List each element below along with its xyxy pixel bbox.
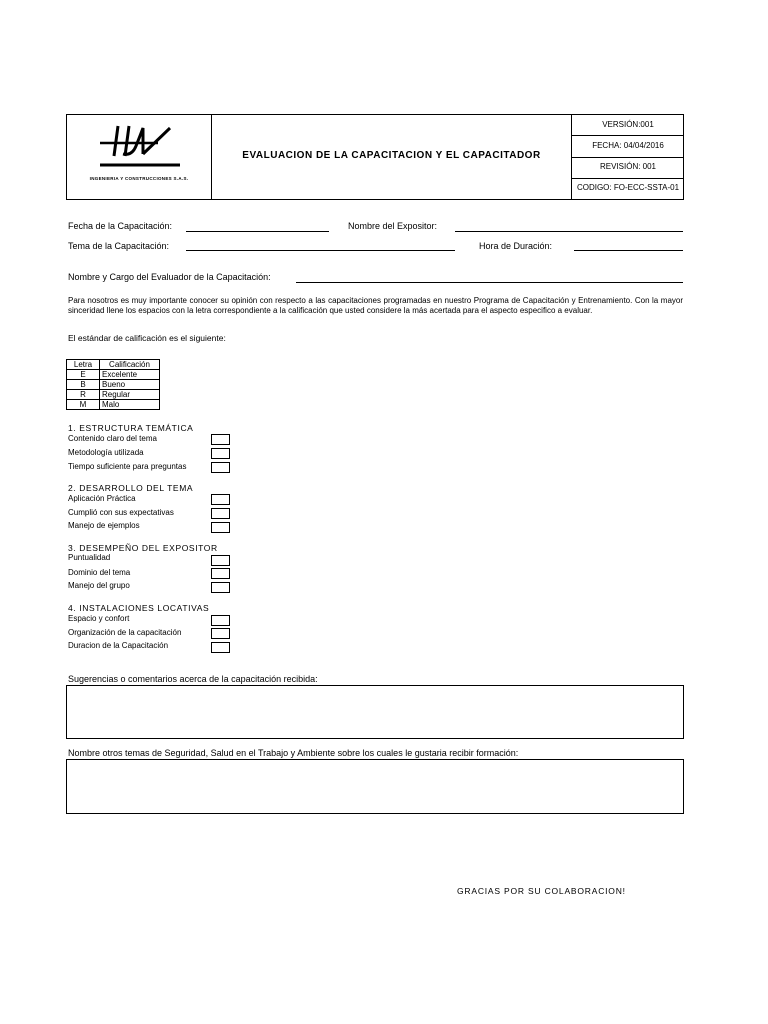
- scale-header-letter: Letra: [67, 360, 100, 370]
- company-logo: [70, 120, 208, 186]
- rating-box[interactable]: [211, 508, 230, 519]
- rating-box[interactable]: [211, 494, 230, 505]
- question-label: Espacio y confort: [68, 614, 130, 623]
- fecha-field[interactable]: [186, 231, 329, 232]
- hv-logo-icon: [70, 120, 208, 176]
- rating-box[interactable]: [211, 628, 230, 639]
- meta-row-divider-2: [571, 157, 684, 158]
- tema-field[interactable]: [186, 250, 455, 251]
- topics-textarea[interactable]: [66, 759, 684, 814]
- suggestions-textarea[interactable]: [66, 685, 684, 739]
- section-title: 2. DESARROLLO DEL TEMA: [68, 483, 194, 493]
- meta-row-divider-3: [571, 178, 684, 179]
- scale-intro: El estándar de calificación es el siguiente:: [68, 333, 226, 343]
- rating-box[interactable]: [211, 642, 230, 653]
- version-text: VERSIÓN:001: [602, 120, 654, 129]
- question-label: Aplicación Práctica: [68, 494, 136, 503]
- rating-box[interactable]: [211, 448, 230, 459]
- question-label: Contenido claro del tema: [68, 434, 157, 443]
- scale-letter: M: [67, 400, 100, 410]
- intro-paragraph: Para nosotros es muy importante conocer su opinión con respecto a las capacitaciones programadas en nuestro Programa de Capacitación y Entrenamiento. Con la mayor sinceridad llene los espacios con la letra correspondiente a la calificación que usted considere la más acertada para el aspecto especifico a evaluar.: [68, 296, 683, 315]
- question-label: Tiempo suficiente para preguntas: [68, 462, 187, 471]
- document-title: EVALUACION DE LA CAPACITACION Y EL CAPACITADOR: [242, 150, 541, 161]
- date-text: FECHA: 04/04/2016: [592, 141, 664, 150]
- section-title: 3. DESEMPEÑO DEL EXPOSITOR: [68, 543, 218, 553]
- section-title: 1. ESTRUCTURA TEMÁTICA: [68, 423, 194, 433]
- fecha-label: Fecha de la Capacitación:: [68, 221, 173, 231]
- question-label: Organización de la capacitación: [68, 628, 182, 637]
- scale-rating: Malo: [100, 400, 160, 410]
- question-label: Cumplió con sus expectativas: [68, 508, 174, 517]
- duracion-label: Hora de Duración:: [479, 241, 553, 251]
- evaluador-label: Nombre y Cargo del Evaluador de la Capacitación:: [68, 272, 271, 282]
- tema-label: Tema de la Capacitación:: [68, 241, 170, 251]
- suggestions-label: Sugerencias o comentarios acerca de la capacitación recibida:: [68, 674, 318, 684]
- expositor-field[interactable]: [455, 231, 683, 232]
- logo-caption: INGENIERIA Y CONSTRUCCIONES S.A.S.: [89, 176, 189, 181]
- question-label: Manejo de ejemplos: [68, 521, 140, 530]
- scale-rating: Excelente: [100, 370, 160, 380]
- scale-letter: R: [67, 390, 100, 400]
- rating-box[interactable]: [211, 522, 230, 533]
- expositor-label: Nombre del Expositor:: [348, 221, 438, 231]
- scale-rating: Regular: [100, 390, 160, 400]
- scale-header-rating: Calificación: [100, 360, 160, 370]
- scale-rating: Bueno: [100, 380, 160, 390]
- duracion-field[interactable]: [574, 250, 683, 251]
- question-label: Duracion de la Capacitación: [68, 641, 169, 650]
- rating-box[interactable]: [211, 434, 230, 445]
- thanks-text: GRACIAS POR SU COLABORACION!: [457, 886, 626, 896]
- meta-row-divider-1: [571, 135, 684, 136]
- revision-text: REVISIÓN: 001: [599, 162, 657, 171]
- question-label: Dominio del tema: [68, 568, 131, 577]
- evaluador-field[interactable]: [296, 282, 683, 283]
- question-label: Manejo del grupo: [68, 581, 130, 590]
- rating-scale-table: [66, 359, 160, 410]
- question-label: Puntualidad: [68, 553, 111, 562]
- scale-letter: E: [67, 370, 100, 380]
- topics-label: Nombre otros temas de Seguridad, Salud en el Trabajo y Ambiente sobre los cuales le gustaria recibir formación:: [68, 748, 519, 758]
- rating-box[interactable]: [211, 615, 230, 626]
- rating-box[interactable]: [211, 462, 230, 473]
- question-label: Metodología utilizada: [68, 448, 144, 457]
- rating-box[interactable]: [211, 555, 230, 566]
- rating-box[interactable]: [211, 582, 230, 593]
- rating-box[interactable]: [211, 568, 230, 579]
- scale-letter: B: [67, 380, 100, 390]
- code-text: CODIGO: FO-ECC-SSTA-01: [576, 183, 680, 192]
- section-title: 4. INSTALACIONES LOCATIVAS: [68, 603, 210, 613]
